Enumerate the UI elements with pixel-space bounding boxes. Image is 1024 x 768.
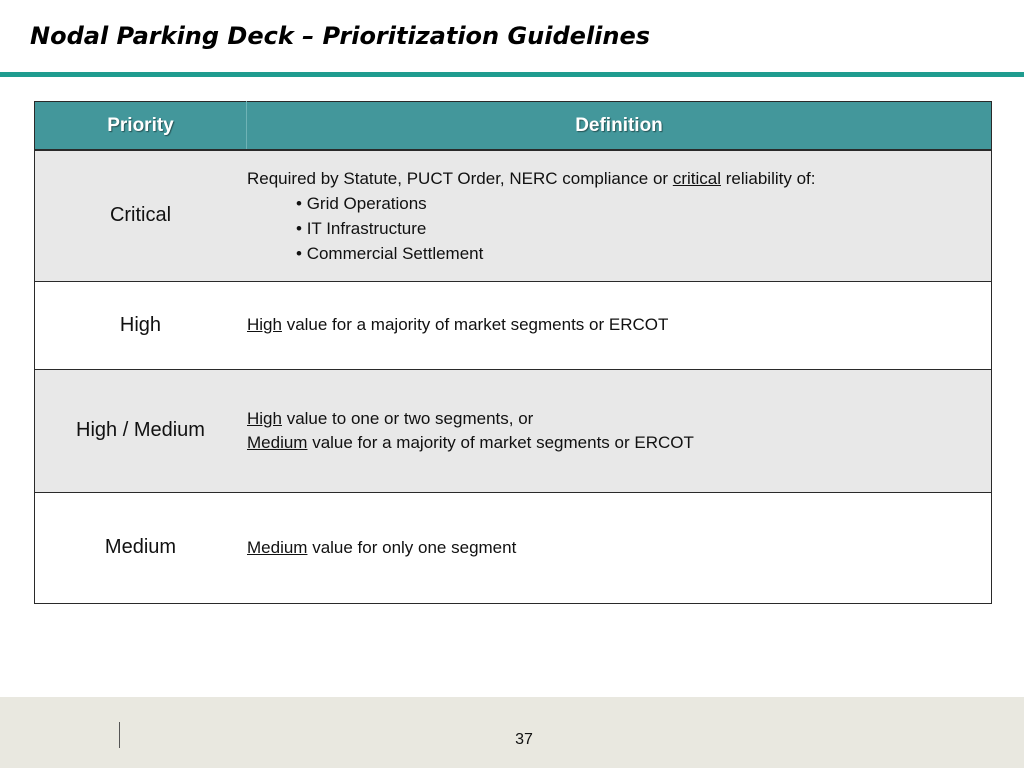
definition-line: Medium value for only one segment xyxy=(247,537,517,557)
priority-table xyxy=(34,101,992,604)
priority-cell: High / Medium xyxy=(35,369,247,492)
priority-cell: Critical xyxy=(35,150,247,281)
reliability-list xyxy=(247,191,991,266)
list-item: • IT Infrastructure xyxy=(296,216,991,241)
title-divider xyxy=(0,72,1024,77)
page-number: 37 xyxy=(515,731,533,748)
list-item: • Commercial Settlement xyxy=(296,241,991,266)
slide-footer xyxy=(0,697,1024,768)
definition-line: High value for a majority of market segments or ERCOT xyxy=(247,315,669,334)
definition-cell xyxy=(247,492,992,603)
table-row-medium xyxy=(35,492,992,603)
header-definition: Definition xyxy=(247,102,992,151)
definition-intro: Required by Statute, PUCT Order, NERC compliance or critical reliability of: xyxy=(247,168,816,188)
header-priority: Priority xyxy=(35,102,247,151)
definition-cell xyxy=(247,150,992,281)
definition-line: Medium value for a majority of market segments or ERCOT xyxy=(247,432,694,452)
table-header-row xyxy=(35,102,992,151)
slide-title: Nodal Parking Deck – Prioritization Guidelines xyxy=(30,22,651,50)
emphasis-critical: critical xyxy=(672,168,721,188)
definition-cell xyxy=(247,369,992,492)
table-row-high-medium xyxy=(35,369,992,492)
list-item: • Grid Operations xyxy=(296,191,991,216)
definition-cell xyxy=(247,281,992,369)
table-row-high xyxy=(35,281,992,369)
definition-line: High value to one or two segments, or xyxy=(247,408,534,428)
table-row-critical xyxy=(35,150,992,281)
priority-cell: High xyxy=(35,281,247,369)
priority-cell: Medium xyxy=(35,492,247,603)
